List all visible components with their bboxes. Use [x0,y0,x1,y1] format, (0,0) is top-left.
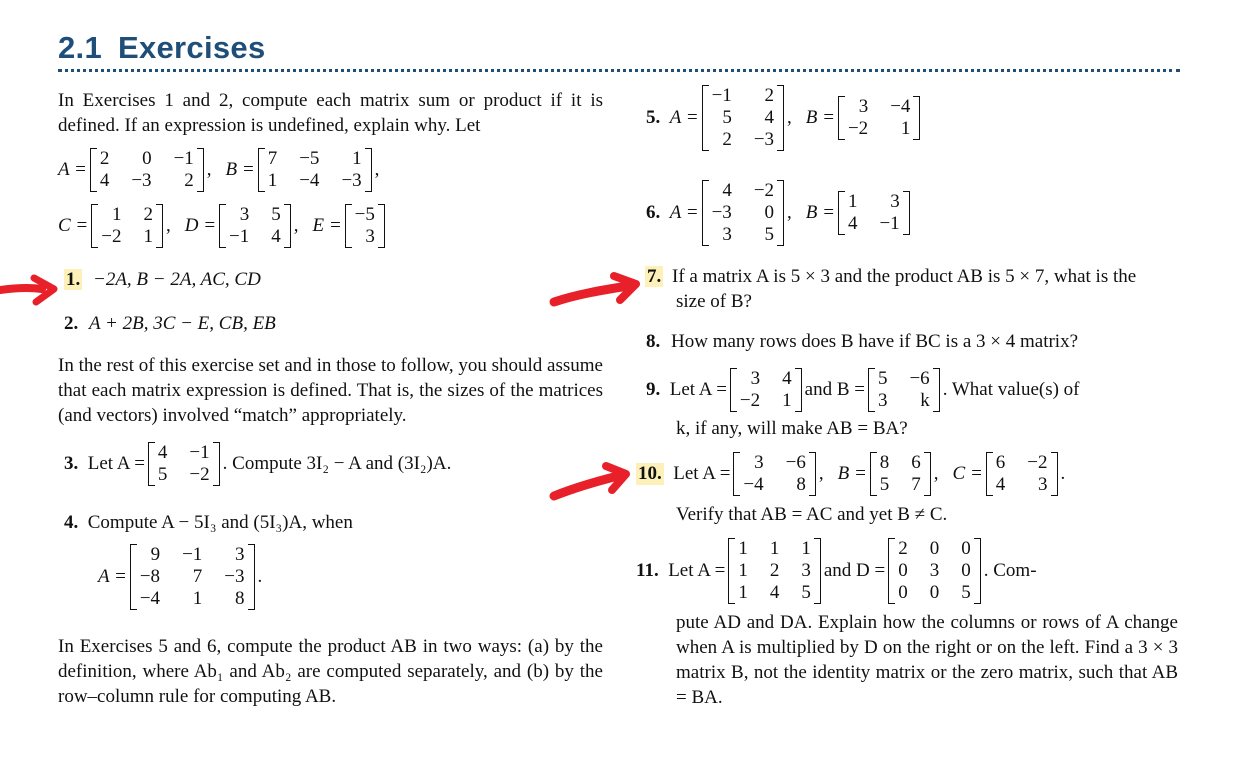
title-divider [58,69,1180,72]
matrix-entry: 3 [365,226,375,247]
exercise-7-line2: size of B? [676,291,752,312]
matrix-entry: 0 [142,148,152,169]
matrix-entry: 5 [722,107,732,128]
matrix-entry: −1 [182,544,203,565]
matrix-entry: 4 [764,107,775,128]
matrix-entry: 4 [99,170,110,191]
matrix-entry: −6 [909,368,930,389]
red-arrow-icon [0,272,60,306]
matrix-entry: 8 [796,474,806,495]
exercise-number-highlight: 7. [647,266,662,287]
matrix-entry: 2 [99,148,110,169]
exercise-9-line2: k, if any, will make AB = BA? [676,418,908,439]
matrix-entry: 3 [235,544,245,565]
matrix-E [345,204,385,248]
matrix-A [90,148,204,192]
section-heading: Exercises [118,30,266,65]
matrix-entry: −2 [101,226,122,247]
matrix-entry: −4 [743,474,764,495]
matrix-entry: 5 [801,582,811,603]
matrix-entry: 0 [961,538,971,559]
matrix-entry: −4 [299,170,320,191]
matrix-entry: −1 [189,442,210,463]
matrix-entry: 2 [143,204,153,225]
matrix-entry: 1 [267,170,278,191]
exercise-2: 2. A + 2B, 3C − E, CB, EB [64,313,276,334]
matrix-entry: 0 [961,560,971,581]
matrix-entry: 5 [877,368,888,389]
matrix-entry: −3 [131,170,152,191]
matrix-entry: 3 [890,191,900,212]
section-title [58,30,266,66]
matrix-entry: 3 [754,452,764,473]
matrix-entry: −2 [847,118,869,139]
exercise-11-matrix-A [728,538,821,604]
exercise-4-matrix [130,544,255,610]
exercise-5-matrix-B [838,96,920,140]
exercise-11-text: pute AD and DA. Explain how the columns or rows of A change when A is multiplied by D on the right or on the left. Find a 3 × 3 matrix B, not the identity matrix or the zero matrix, such that AB = BA. [676,612,1178,708]
matrix-entry: 4 [271,226,281,247]
matrix-entry: 0 [929,582,940,603]
matrix-entry: 8 [235,588,245,609]
matrix-entry: 3 [858,96,869,117]
matrix-entry: 4 [847,213,858,234]
matrix-entry: 1 [352,148,362,169]
matrix-entry: 2 [769,560,780,581]
exercise-number-highlight: 10. [638,463,662,484]
matrix-entry: 9 [150,544,161,565]
matrix-entry: 0 [898,582,908,603]
matrix-D [219,204,291,248]
matrix-entry: 3 [801,560,811,581]
paragraph-exercises-5-6: In Exercises 5 and 6, compute the product AB in two ways: (a) by the definition, where Ab₁ and Ab₂ are computed separately, and (b) by the row–column rule for computing AB. [58,636,603,707]
matrix-C [91,204,163,248]
matrix-entry: −5 [299,148,320,169]
matrix-entry: 5 [157,464,168,485]
exercise-6: 6. A = 4 −2 −3 0 3 5 , B = 1 3 4 −1 [646,180,913,246]
matrix-entry: 1 [801,538,811,559]
matrix-entry: 1 [111,204,122,225]
matrix-entry: 0 [898,560,908,581]
exercise-5-matrix-A [702,85,784,151]
matrix-entry: 1 [738,538,748,559]
matrix-entry: 4 [722,180,732,201]
matrix-entry: 2 [898,538,908,559]
matrix-entry: 4 [157,442,168,463]
matrix-entry: 3 [722,224,732,245]
matrix-entry: 1 [769,538,780,559]
matrix-entry: −3 [224,566,245,587]
matrix-entry: −2 [739,390,761,411]
matrix-entry: 3 [750,368,761,389]
matrix-entry: 2 [764,85,775,106]
exercise-10-line2: Verify that AB = AC and yet B ≠ C. [676,504,948,525]
matrix-row-ab: A = 2 0 −1 4 −3 2 , B = 7 −5 1 1 −4 −3 , [58,148,380,191]
matrix-entry: −3 [341,170,362,191]
exercise-3-matrix [148,442,220,486]
matrix-entry: −6 [785,452,806,473]
matrix-entry: 2 [722,129,732,150]
matrix-entry: −3 [753,129,775,150]
matrix-entry: −5 [354,204,375,225]
exercise-6-matrix-A [702,180,784,246]
matrix-entry: 7 [911,474,921,495]
matrix-entry: −4 [139,588,161,609]
matrix-entry: 1 [738,582,748,603]
matrix-entry: k [920,390,930,411]
matrix-entry: 8 [879,452,890,473]
matrix-entry: −2 [753,180,775,201]
exercise-11: 11. Let A = 1 1 1 1 2 3 1 4 5 and D = 2 0 0 0 3 0 0 0 5 . Com- [636,538,1037,603]
matrix-entry: 5 [961,582,971,603]
matrix-entry: 1 [192,588,203,609]
matrix-entry: 3 [239,204,250,225]
matrix-entry: 1 [900,118,911,139]
matrix-entry: 5 [879,474,890,495]
matrix-entry: 5 [271,204,281,225]
matrix-entry: 3 [1038,474,1048,495]
exercise-5: 5. A = −1 2 5 4 2 −3 , B = 3 −4 −2 1 [646,85,923,151]
matrix-entry: 1 [782,390,792,411]
matrix-entry: −1 [173,148,194,169]
exercise-11-matrix-D [888,538,981,604]
section-number: 2.1 [58,30,102,65]
matrix-entry: −3 [711,202,732,223]
matrix-entry: −2 [189,464,210,485]
matrix-row-cde: C = 1 2 −2 1 , D = 3 5 −1 4 , E = −5 3 [58,204,388,248]
matrix-entry: 1 [143,226,153,247]
exercise-3: 3. Let A = 4 −1 5 −2 . Compute 3I₂ − A and (3I₂)A. [64,442,452,485]
exercise-7: 7. If a matrix A is 5 × 3 and the product AB is 5 × 7, what is the [647,266,1137,287]
matrix-entry: 4 [769,582,780,603]
exercise-10-matrix-C [986,452,1058,496]
red-arrow-icon [548,460,632,502]
exercise-1: 1. −2A, B − 2A, AC, CD [66,269,261,290]
exercise-10: 10. Let A = 3 −6 −4 8 , B = 8 6 5 7 , C = 6 −2 4 3 . [638,452,1066,495]
exercise-8: 8. How many rows does B have if BC is a 3 × 4 matrix? [646,331,1079,352]
exercise-number-highlight: 1. [66,269,81,290]
matrix-entry: 2 [184,170,194,191]
matrix-entry: 1 [847,191,858,212]
matrix-entry: 5 [764,224,775,245]
matrix-entry: 1 [738,560,748,581]
matrix-entry: 3 [929,560,940,581]
exercise-4: 4. Compute A − 5I₃ and (5I₃)A, when [64,512,353,533]
exercise-9-matrix-A [730,368,802,412]
matrix-entry: −4 [890,96,911,117]
exercise-10-matrix-A [733,452,815,496]
matrix-entry: −1 [711,85,732,106]
matrix-entry: 3 [877,390,888,411]
matrix-B [258,148,372,192]
matrix-entry: 4 [995,474,1006,495]
matrix-entry: −1 [229,226,250,247]
intro-paragraph: In Exercises 1 and 2, compute each matrix sum or product if it is defined. If an expression is undefined, explain why. Let [58,90,603,136]
matrix-entry: −8 [139,566,161,587]
exercise-6-matrix-B [838,191,910,235]
exercise-10-matrix-B [870,452,931,496]
exercise-9: 9. Let A = 3 4 −2 1 and B = 5 −6 3 k . What value(s) of [646,368,1080,411]
exercise-9-matrix-B [868,368,940,412]
matrix-entry: 4 [782,368,792,389]
red-arrow-icon [548,270,644,310]
matrix-entry: 6 [911,452,921,473]
matrix-entry: 0 [929,538,940,559]
paragraph-assumption: In the rest of this exercise set and in those to follow, you should assume that each matrix expression is defined. That is, the sizes of the matrices (and vectors) involved “match” appropriately. [58,355,603,426]
matrix-entry: −2 [1027,452,1048,473]
matrix-entry: 0 [764,202,775,223]
matrix-entry: 6 [995,452,1006,473]
matrix-entry: 7 [192,566,203,587]
matrix-entry: 7 [267,148,278,169]
matrix-entry: −1 [879,213,900,234]
exercise-4-matrix-row: A = 9 −1 3 −8 7 −3 −4 1 8 . [98,544,263,609]
